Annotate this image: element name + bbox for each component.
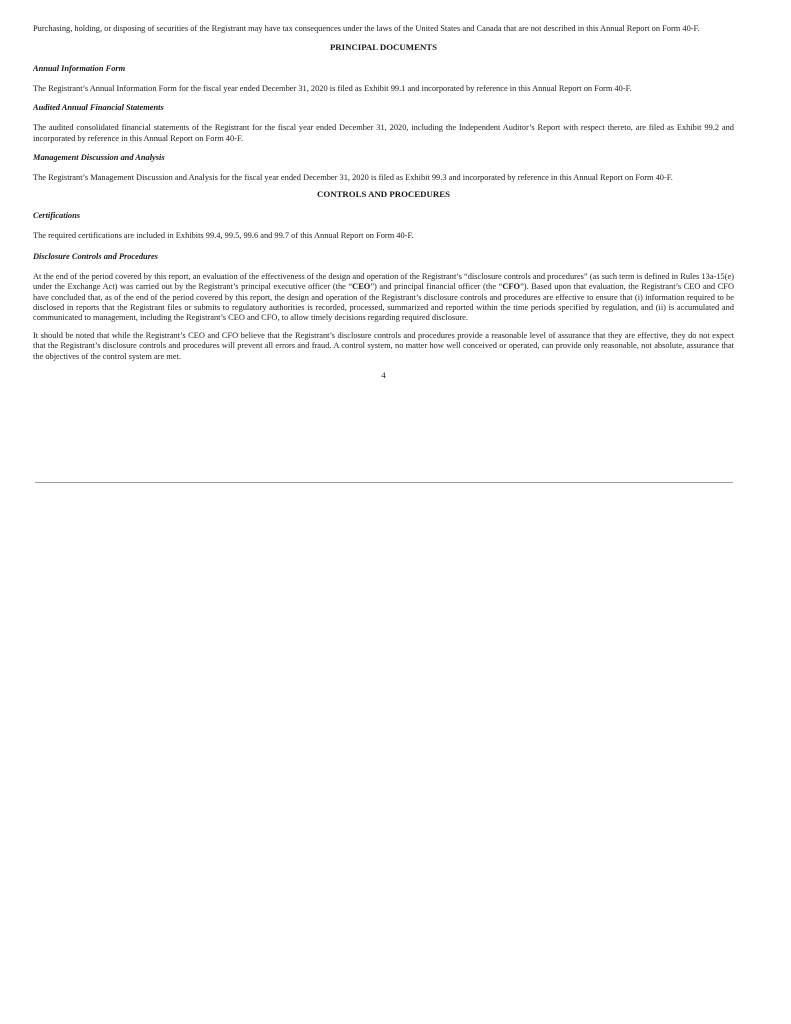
certifications-text: The required certifications are included in Exhibits 99.4, 99.5, 99.6 and 99.7 of this Annual Report on Form 40-F. xyxy=(33,231,414,241)
audited-financial-statements-text: The audited consolidated financial statements of the Registrant for the fiscal year ended December 31, 2020, including the Independent Auditor’s Report with respect thereto, are filed as Exhibit 99.2 and incorporated by reference in this Annual Report on Form 40-F. xyxy=(33,123,734,143)
disclosure-controls-title: Disclosure Controls and Procedures xyxy=(33,252,158,262)
ceo-term: CEO xyxy=(352,282,371,292)
page-number: 4 xyxy=(381,369,386,380)
disclosure-p1-part-c: ”). Based upon that evaluation, the Registrant’s CEO and CFO have concluded that, as of the end of the period covered by this report, the design and operation of the Registrant’s disclosure controls and procedures are effective to ensure that (i) information required to be disclosed in reports that the Registrant files or submits to regulatory authorities is recorded, processed, summarized and reported within the time periods specified by regulation, and (ii) is accumulated and communicated to management, including the Registrant’s CEO and CFO, to allow timely decisions regarding required disclosure. xyxy=(33,282,734,323)
disclosure-p1-part-b: ”) and principal financial officer (the “ xyxy=(370,282,503,292)
management-discussion-title: Management Discussion and Analysis xyxy=(33,152,165,162)
intro-paragraph: Purchasing, holding, or disposing of securities of the Registrant may have tax consequences under the laws of the United States and Canada that are not described in this Annual Report on Form 40-F. xyxy=(33,24,700,33)
disclosure-controls-paragraph-1 xyxy=(33,272,734,323)
annual-information-form-title: Annual Information Form xyxy=(33,64,126,74)
disclosure-p1-part-a: At the end of the period covered by this report, an evaluation of the effectiveness of the design and operation of the Registrant’s “disclosure controls and procedures” (as such term is defined in Rules 13a-15(e) under the Exchange Act) was carried out by the Registrant’s principal executive officer (the “ xyxy=(33,272,734,292)
page-divider xyxy=(35,482,733,483)
management-discussion-text: The Registrant’s Management Discussion and Analysis for the fiscal year ended December 31, 2020 is filed as Exhibit 99.3 and incorporated by reference in this Annual Report on Form 40-F. xyxy=(33,172,673,182)
document-page xyxy=(33,24,734,381)
disclosure-controls-paragraph-2: It should be noted that while the Registrant’s CEO and CFO believe that the Registrant’s disclosure controls and procedures provide a reasonable level of assurance that they are effective, they do not expect that the Registrant’s disclosure controls and procedures will prevent all errors and fraud. A control system, no matter how well conceived or operated, can provide only reasonable, not absolute, assurance that the objectives of the control system are met. xyxy=(33,331,734,361)
annual-information-form-text: The Registrant’s Annual Information Form for the fiscal year ended December 31, 2020 is filed as Exhibit 99.1 and incorporated by reference in this Annual Report on Form 40-F. xyxy=(33,84,632,94)
cfo-term: CFO xyxy=(502,282,521,292)
controls-procedures-heading: CONTROLS AND PROCEDURES xyxy=(317,189,450,200)
certifications-title: Certifications xyxy=(33,211,80,221)
principal-documents-heading: PRINCIPAL DOCUMENTS xyxy=(329,42,438,53)
audited-financial-statements-title: Audited Annual Financial Statements xyxy=(33,103,164,113)
